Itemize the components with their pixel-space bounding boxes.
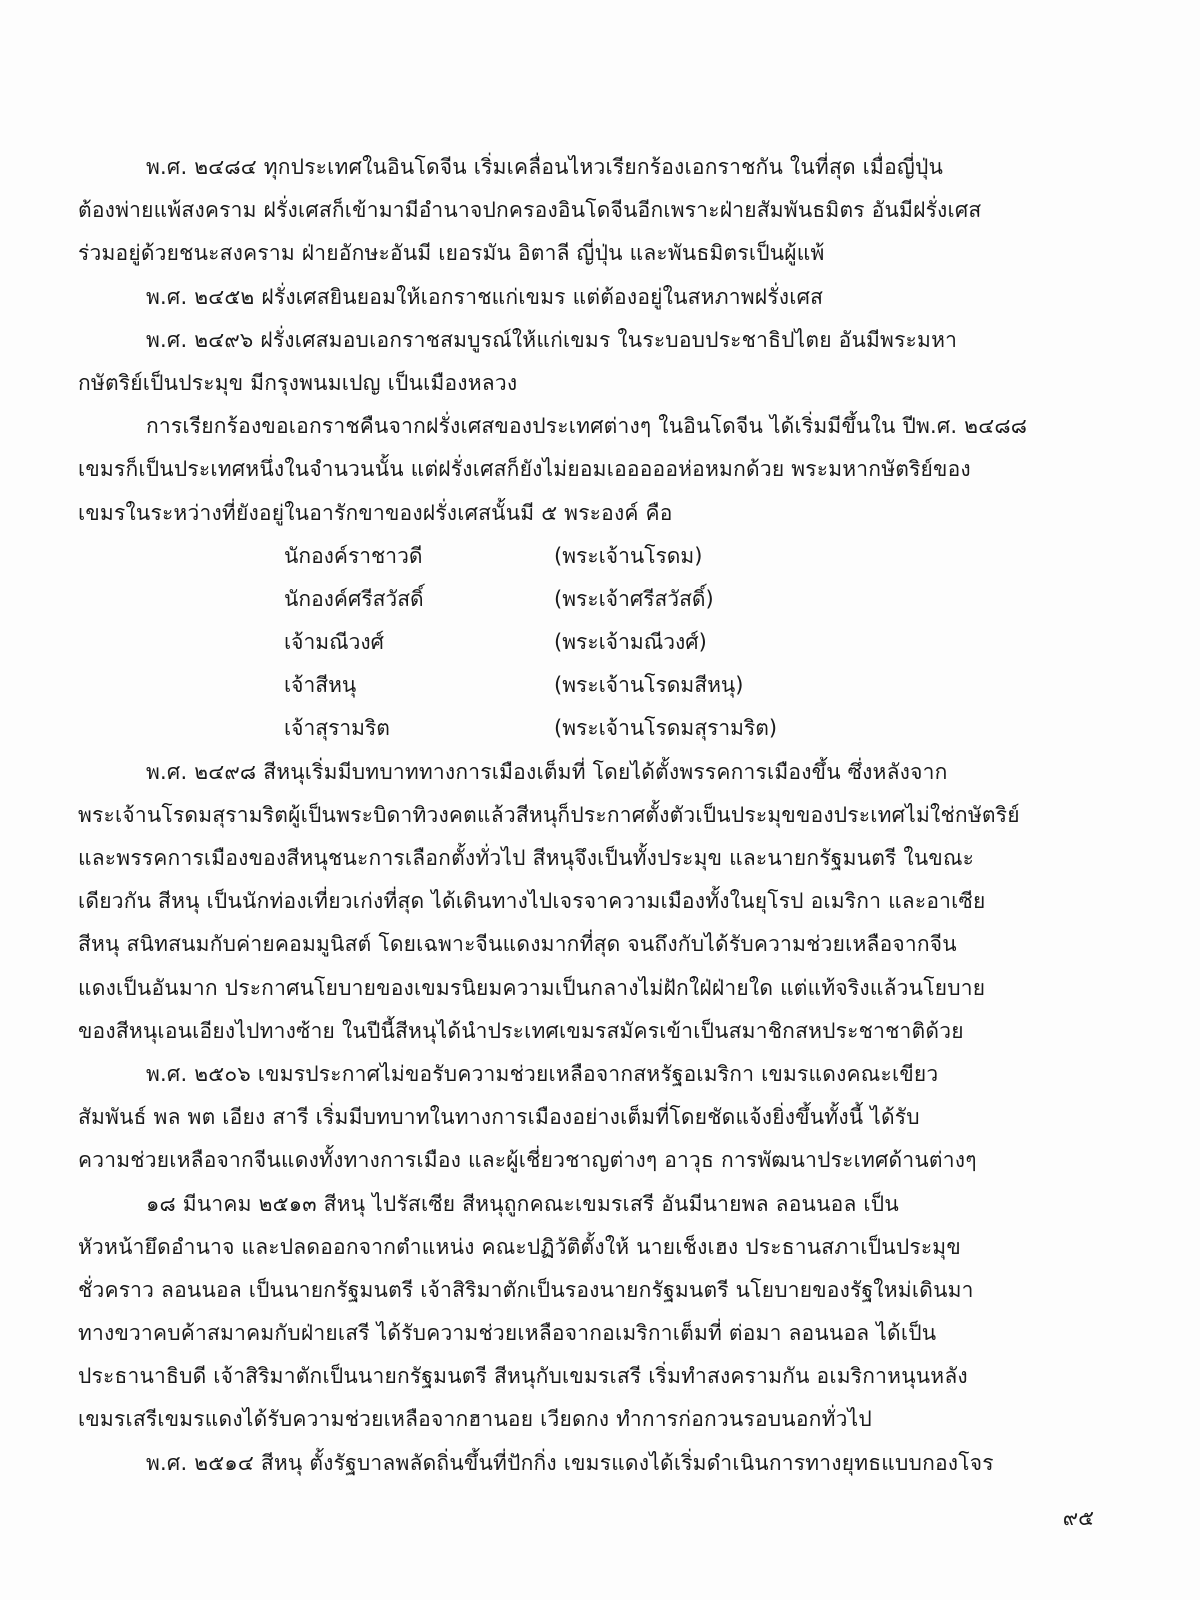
royal-list-item xyxy=(78,535,1128,578)
text-line: สัมพันธ์ พล พต เอียง สารี เริ่มมีบทบาทในทางการเมืองอย่างเต็มที่โดยชัดแจ้งยิ่งขึ้นทั้งนี้ ได้รับ xyxy=(78,1105,920,1130)
text-line: ทางขวาคบค้าสมาคมกับฝ่ายเสรี ได้รับความช่วยเหลือจากอเมริกาเต็มที่ ต่อมา ลอนนอล ได้เป็น xyxy=(78,1321,937,1346)
text-line: หัวหน้ายึดอำนาจ และปลดออกจากตำแหน่ง คณะปฏิวัติตั้งให้ นายเช็งเฮง ประธานสภาเป็นประมุข xyxy=(78,1234,961,1259)
text-line: เดียวกัน สีหนุ เป็นนักท่องเที่ยวเก่งที่สุด ได้เดินทางไปเจรจาความเมืองทั้งในยุโรป อเมริกา และอาเซีย xyxy=(78,889,986,914)
text-line: ความช่วยเหลือจากจีนแดงทั้งทางการเมือง และผู้เชี่ยวชาญต่างๆ อาวุธ การพัฒนาประเทศด้านต่างๆ xyxy=(78,1148,977,1173)
document-body xyxy=(78,146,1128,1485)
text-line: กษัตริย์เป็นประมุข มีกรุงพนมเปญ เป็นเมืองหลวง xyxy=(78,370,518,395)
text-line: พ.ศ. ๒๔๙๘ สีหนุเริ่มมีบทบาททางการเมืองเต็มที่ โดยได้ตั้งพรรคการเมืองขึ้น ซึ่งหลังจาก xyxy=(146,759,948,784)
royal-title: (พระเจ้าศรีสวัสดิ์) xyxy=(554,586,714,611)
royal-list xyxy=(78,535,1128,751)
text-line: พ.ศ. ๒๔๙๖ ฝรั่งเศสมอบเอกราชสมบูรณ์ให้แก่เขมร ในระบอบประชาธิปไตย อันมีพระมหา xyxy=(146,327,958,352)
page-number: ๙๕ xyxy=(1062,1506,1094,1530)
text-line: เขมรเสรีเขมรแดงได้รับความช่วยเหลือจากฮานอย เวียดกง ทำการก่อกวนรอบนอกทั่วไป xyxy=(78,1407,872,1432)
text-line: พ.ศ. ๒๔๘๔ ทุกประเทศในอินโดจีน เริ่มเคลื่อนไหวเรียกร้องเอกราชกัน ในที่สุด เมื่อญี่ปุ่น xyxy=(146,155,944,179)
text-line: พ.ศ. ๒๔๕๒ ฝรั่งเศสยินยอมให้เอกราชแก่เขมร แต่ต้องอยู่ในสหภาพฝรั่งเศส xyxy=(146,284,824,309)
text-line: ของสีหนุเอนเอียงไปทางซ้าย ในปีนี้สีหนุได้นำประเทศเขมรสมัครเข้าเป็นสมาชิกสหประชาชาติด้วย xyxy=(78,1018,964,1043)
royal-title: (พระเจ้านโรดมสุรามริต) xyxy=(554,716,778,741)
text-line: เขมรก็เป็นประเทศหนึ่งในจำนวนนั้น แต่ฝรั่งเศสก็ยังไม่ยอมเอออออห่อหมกด้วย พระมหากษัตริย์ของ xyxy=(78,457,971,482)
text-line: เขมรในระหว่างที่ยังอยู่ในอารักขาของฝรั่งเศสนั้นมี ๕ พระองค์ คือ xyxy=(78,500,673,525)
royal-list-item xyxy=(78,664,1128,707)
royal-title: (พระเจ้านโรดม) xyxy=(554,543,703,568)
paragraphs-after-list xyxy=(78,751,1128,1485)
royal-list-item xyxy=(78,621,1128,664)
text-line: ๑๘ มีนาคม ๒๕๑๓ สีหนุ ไปรัสเซีย สีหนุถูกคณะเขมรเสรี อันมีนายพล ลอนนอล เป็น xyxy=(146,1191,899,1216)
text-line: พ.ศ. ๒๕๐๖ เขมรประกาศไม่ขอรับความช่วยเหลือจากสหรัฐอเมริกา เขมรแดงคณะเขียว xyxy=(146,1061,939,1086)
royal-name: นักองค์ศรีสวัสดิ์ xyxy=(284,586,424,611)
text-line: ประธานาธิบดี เจ้าสิริมาตักเป็นนายกรัฐมนตรี สีหนุกับเขมรเสรี เริ่มทำสงครามกัน อเมริกาหนุนหลัง xyxy=(78,1364,968,1389)
text-line: สีหนุ สนิทสนมกับค่ายคอมมูนิสต์ โดยเฉพาะจีนแดงมากที่สุด จนถึงกับได้รับความช่วยเหลือจากจีน xyxy=(78,932,957,957)
text-line: พระเจ้านโรดมสุรามริตผู้เป็นพระบิดาทิวงคตแล้วสีหนุก็ประกาศตั้งตัวเป็นประมุขของประเทศไม่ใช่กษัตริย์ xyxy=(78,802,1020,827)
text-line: การเรียกร้องขอเอกราชคืนจากฝรั่งเศสของประเทศต่างๆ ในอินโดจีน ได้เริ่มมีขึ้นใน ปีพ.ศ. ๒๔๘๘ xyxy=(146,414,1028,439)
royal-name: เจ้าสีหนุ xyxy=(284,673,357,698)
text-line: ต้องพ่ายแพ้สงคราม ฝรั่งเศสก็เข้ามามีอำนาจปกครองอินโดจีนอีกเพราะฝ่ายสัมพันธมิตร อันมีฝรั่งเศส xyxy=(78,198,982,223)
text-line: แดงเป็นอันมาก ประกาศนโยบายของเขมรนิยมความเป็นกลางไม่ฝักใฝ่ฝ่ายใด แต่แท้จริงแล้วนโยบาย xyxy=(78,975,986,1000)
royal-list-item xyxy=(78,707,1128,750)
royal-list-item xyxy=(78,578,1128,621)
royal-name: เจ้าสุรามริต xyxy=(284,716,390,741)
royal-title: (พระเจ้านโรดมสีหนุ) xyxy=(554,673,744,698)
royal-title: (พระเจ้ามณีวงศ์) xyxy=(554,630,707,655)
text-line: และพรรคการเมืองของสีหนุชนะการเลือกตั้งทั่วไป สีหนุจึงเป็นทั้งประมุข และนายกรัฐมนตรี ในขณะ xyxy=(78,846,975,870)
text-line: ชั่วคราว ลอนนอล เป็นนายกรัฐมนตรี เจ้าสิริมาตักเป็นรองนายกรัฐมนตรี นโยบายของรัฐใหม่เดินมา xyxy=(78,1277,974,1302)
royal-name: นักองค์ราชาวดี xyxy=(284,543,423,568)
text-line: พ.ศ. ๒๕๑๔ สีหนุ ตั้งรัฐบาลพลัดถิ่นขึ้นที่ปักกิ่ง เขมรแดงได้เริ่มดำเนินการทางยุทธแบบกองโจร xyxy=(146,1450,994,1475)
text-line: ร่วมอยู่ด้วยชนะสงคราม ฝ่ายอักษะอันมี เยอรมัน อิตาลี ญี่ปุ่น และพันธมิตรเป็นผู้แพ้ xyxy=(78,241,825,266)
paragraphs-before-list xyxy=(78,146,1128,535)
royal-name: เจ้ามณีวงศ์ xyxy=(284,630,384,655)
